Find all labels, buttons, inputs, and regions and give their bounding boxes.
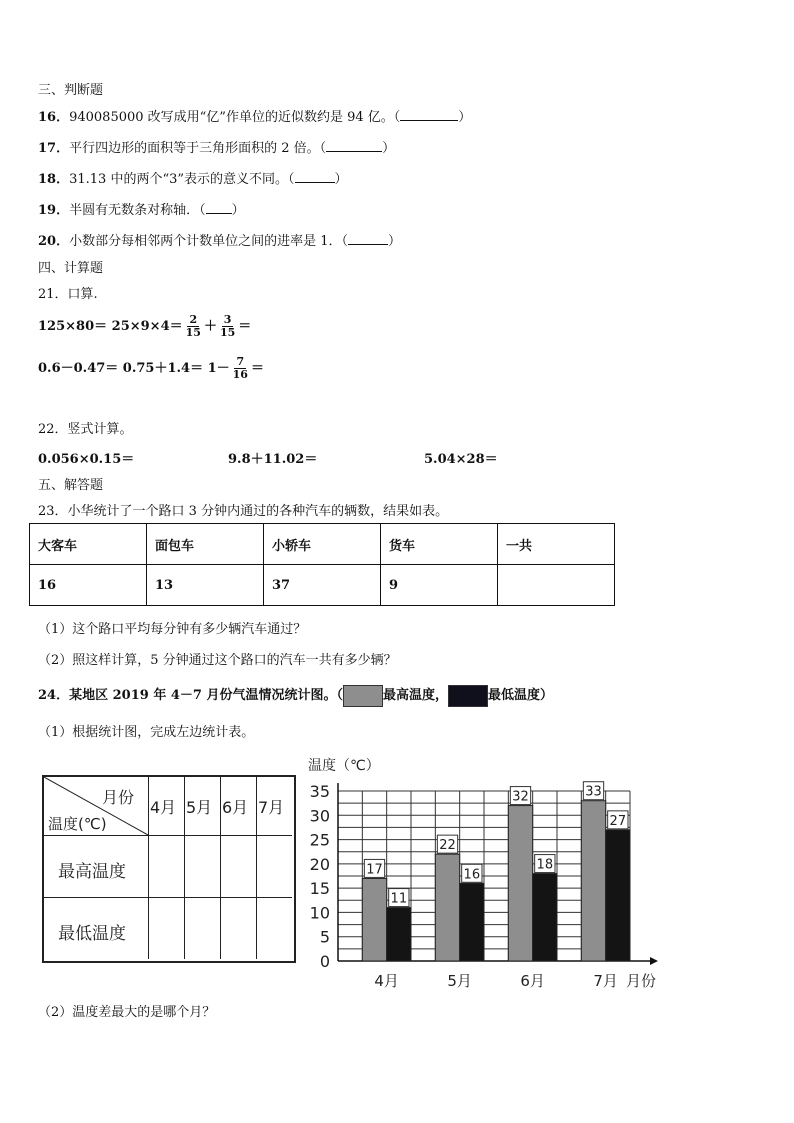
question-19 bbox=[38, 199, 245, 218]
month-header-6: 6月 bbox=[222, 798, 249, 817]
y-axis-label: 温度（℃） bbox=[308, 758, 380, 774]
q21-row1-text: 125×80＝ 25×9×4＝ bbox=[38, 319, 183, 334]
question-16 bbox=[38, 106, 471, 125]
q17-end: ） bbox=[382, 141, 396, 156]
q20-text: 小数部分每相邻两个计数单位之间的进率是 1．（ bbox=[69, 234, 348, 249]
table-row bbox=[30, 565, 615, 606]
bar-low bbox=[460, 883, 484, 961]
q19-end: ） bbox=[231, 203, 245, 218]
vehicle-count-table bbox=[29, 523, 615, 606]
q19-text: 半圆有无数条对称轴．（ bbox=[69, 203, 206, 218]
q18-text: 31.13 中的两个“3”表示的意义不同。（ bbox=[69, 172, 295, 187]
x-axis-label: 月份 bbox=[626, 972, 657, 988]
q16-number: 16． bbox=[38, 110, 70, 125]
bar-high bbox=[362, 878, 386, 961]
equals-sign: ＝ bbox=[250, 361, 264, 376]
table-row bbox=[30, 524, 615, 565]
table-header-cell: 货车 bbox=[381, 524, 498, 565]
bar-low bbox=[606, 830, 630, 961]
legend-high-label: 最高温度， bbox=[382, 688, 448, 703]
table-header-cell: 一共 bbox=[498, 524, 615, 565]
data-label: 16 bbox=[463, 867, 481, 883]
frac-den: 16 bbox=[232, 368, 248, 381]
x-axis-arrow bbox=[650, 957, 658, 965]
table-header-cell: 大客车 bbox=[30, 524, 147, 565]
x-tick-label: 4月 bbox=[374, 972, 399, 988]
table-header-cell: 面包车 bbox=[147, 524, 264, 565]
q23-part-1: （1）这个路口平均每分钟有多少辆汽车通过？ bbox=[38, 622, 307, 637]
frac-den: 15 bbox=[219, 326, 236, 339]
q20-number: 20． bbox=[38, 234, 70, 249]
fraction-7-16 bbox=[231, 356, 250, 381]
month-header-7: 7月 bbox=[258, 798, 285, 817]
fraction-2-15 bbox=[184, 314, 203, 339]
question-20 bbox=[38, 230, 401, 249]
q18-end: ） bbox=[334, 172, 348, 187]
data-label: 17 bbox=[366, 862, 383, 878]
q23-part-2: （2）照这样计算，5 分钟通过这个路口的汽车一共有多少辆？ bbox=[38, 653, 397, 668]
bar-high bbox=[435, 854, 459, 961]
bar-low bbox=[387, 908, 411, 961]
q20-end: ） bbox=[388, 234, 402, 249]
data-label: 18 bbox=[536, 857, 554, 873]
month-header-4: 4月 bbox=[150, 798, 177, 817]
bar-high bbox=[508, 806, 532, 961]
y-tick-label: 25 bbox=[309, 830, 330, 850]
legend-low-label: 最低温度） bbox=[487, 688, 553, 703]
table-cell: 9 bbox=[381, 565, 498, 606]
y-tick-label: 5 bbox=[319, 927, 330, 947]
section-calc-title: 四、计算题 bbox=[38, 261, 104, 276]
equals-sign: ＝ bbox=[238, 319, 252, 334]
q16-end: ） bbox=[458, 110, 472, 125]
q18-number: 18． bbox=[38, 172, 70, 187]
table-cell-total-empty[interactable] bbox=[498, 565, 615, 606]
data-label: 22 bbox=[439, 838, 456, 854]
temperature-bar-chart bbox=[300, 748, 670, 988]
data-label: 11 bbox=[390, 891, 408, 907]
table-header-cell: 小轿车 bbox=[264, 524, 381, 565]
frac-num: 2 bbox=[189, 313, 198, 326]
q18-answer-blank[interactable] bbox=[295, 170, 335, 183]
row-label-high: 最高温度 bbox=[58, 862, 126, 882]
q24-title bbox=[38, 684, 553, 707]
q22-title: 22．竖式计算。 bbox=[38, 422, 133, 437]
question-17 bbox=[38, 137, 395, 156]
data-label: 27 bbox=[609, 813, 627, 829]
legend-low-swatch bbox=[448, 685, 488, 707]
q23-title: 23．小华统计了一个路口 3 分钟内通过的各种汽车的辆数，结果如表。 bbox=[38, 504, 449, 519]
y-tick-label: 35 bbox=[309, 782, 330, 801]
q24-part-1: （1）根据统计图，完成左边统计表。 bbox=[38, 725, 255, 740]
q21-title: 21．口算. bbox=[38, 287, 98, 302]
y-tick-label: 15 bbox=[309, 879, 330, 899]
table-cell: 13 bbox=[147, 565, 264, 606]
temperature-stat-table bbox=[42, 775, 296, 963]
q22-item-a: 0.056×0.15＝ bbox=[38, 452, 135, 467]
frac-den: 15 bbox=[185, 326, 201, 339]
q24-title-text: 24．某地区 2019 年 4－7 月份气温情况统计图。（ bbox=[38, 688, 343, 703]
q24-part-2: （2）温度差最大的是哪个月？ bbox=[38, 1005, 216, 1020]
q21-row1 bbox=[38, 314, 251, 339]
plus-sign: ＋ bbox=[203, 319, 217, 334]
bar-high bbox=[581, 801, 605, 961]
legend-high-swatch bbox=[343, 685, 383, 707]
corner-label-month: 月份 bbox=[102, 788, 135, 807]
frac-num: 3 bbox=[223, 313, 232, 326]
y-tick-label: 20 bbox=[309, 854, 330, 874]
q22-item-b: 9.8＋11.02＝ bbox=[228, 452, 318, 467]
section-judge-title: 三、判断题 bbox=[38, 83, 104, 98]
x-tick-label: 7月 bbox=[593, 972, 618, 988]
corner-label-temp: 温度(℃) bbox=[48, 815, 107, 833]
data-label: 32 bbox=[512, 789, 529, 805]
q17-number: 17． bbox=[38, 141, 70, 156]
data-label: 33 bbox=[585, 784, 602, 800]
table-cell: 16 bbox=[30, 565, 147, 606]
row-label-low: 最低温度 bbox=[58, 924, 126, 944]
q20-answer-blank[interactable] bbox=[348, 232, 388, 245]
section-answer-title: 五、解答题 bbox=[38, 478, 104, 493]
q16-text: 940085000 改写成用“亿”作单位的近似数约是 94 亿。（ bbox=[69, 110, 401, 125]
y-tick-label: 0 bbox=[319, 952, 330, 971]
q16-answer-blank[interactable] bbox=[400, 108, 458, 121]
q22-item-c: 5.04×28＝ bbox=[424, 452, 498, 467]
month-header-5: 5月 bbox=[186, 798, 213, 817]
q17-text: 平行四边形的面积等于三角形面积的 2 倍。（ bbox=[69, 141, 327, 156]
q19-answer-blank[interactable] bbox=[206, 201, 232, 214]
q21-row2 bbox=[38, 356, 264, 381]
y-tick-label: 10 bbox=[309, 903, 330, 923]
y-tick-label: 30 bbox=[309, 806, 330, 826]
x-tick-label: 5月 bbox=[447, 972, 472, 988]
question-18 bbox=[38, 168, 348, 187]
x-tick-label: 6月 bbox=[520, 972, 545, 988]
q17-answer-blank[interactable] bbox=[326, 139, 382, 152]
frac-num: 7 bbox=[236, 355, 245, 368]
q19-number: 19． bbox=[38, 203, 70, 218]
bar-low bbox=[533, 874, 557, 961]
fraction-3-15 bbox=[218, 314, 237, 339]
table-cell: 37 bbox=[264, 565, 381, 606]
q21-row2-text: 0.6－0.47＝ 0.75＋1.4＝ 1－ bbox=[38, 361, 230, 376]
